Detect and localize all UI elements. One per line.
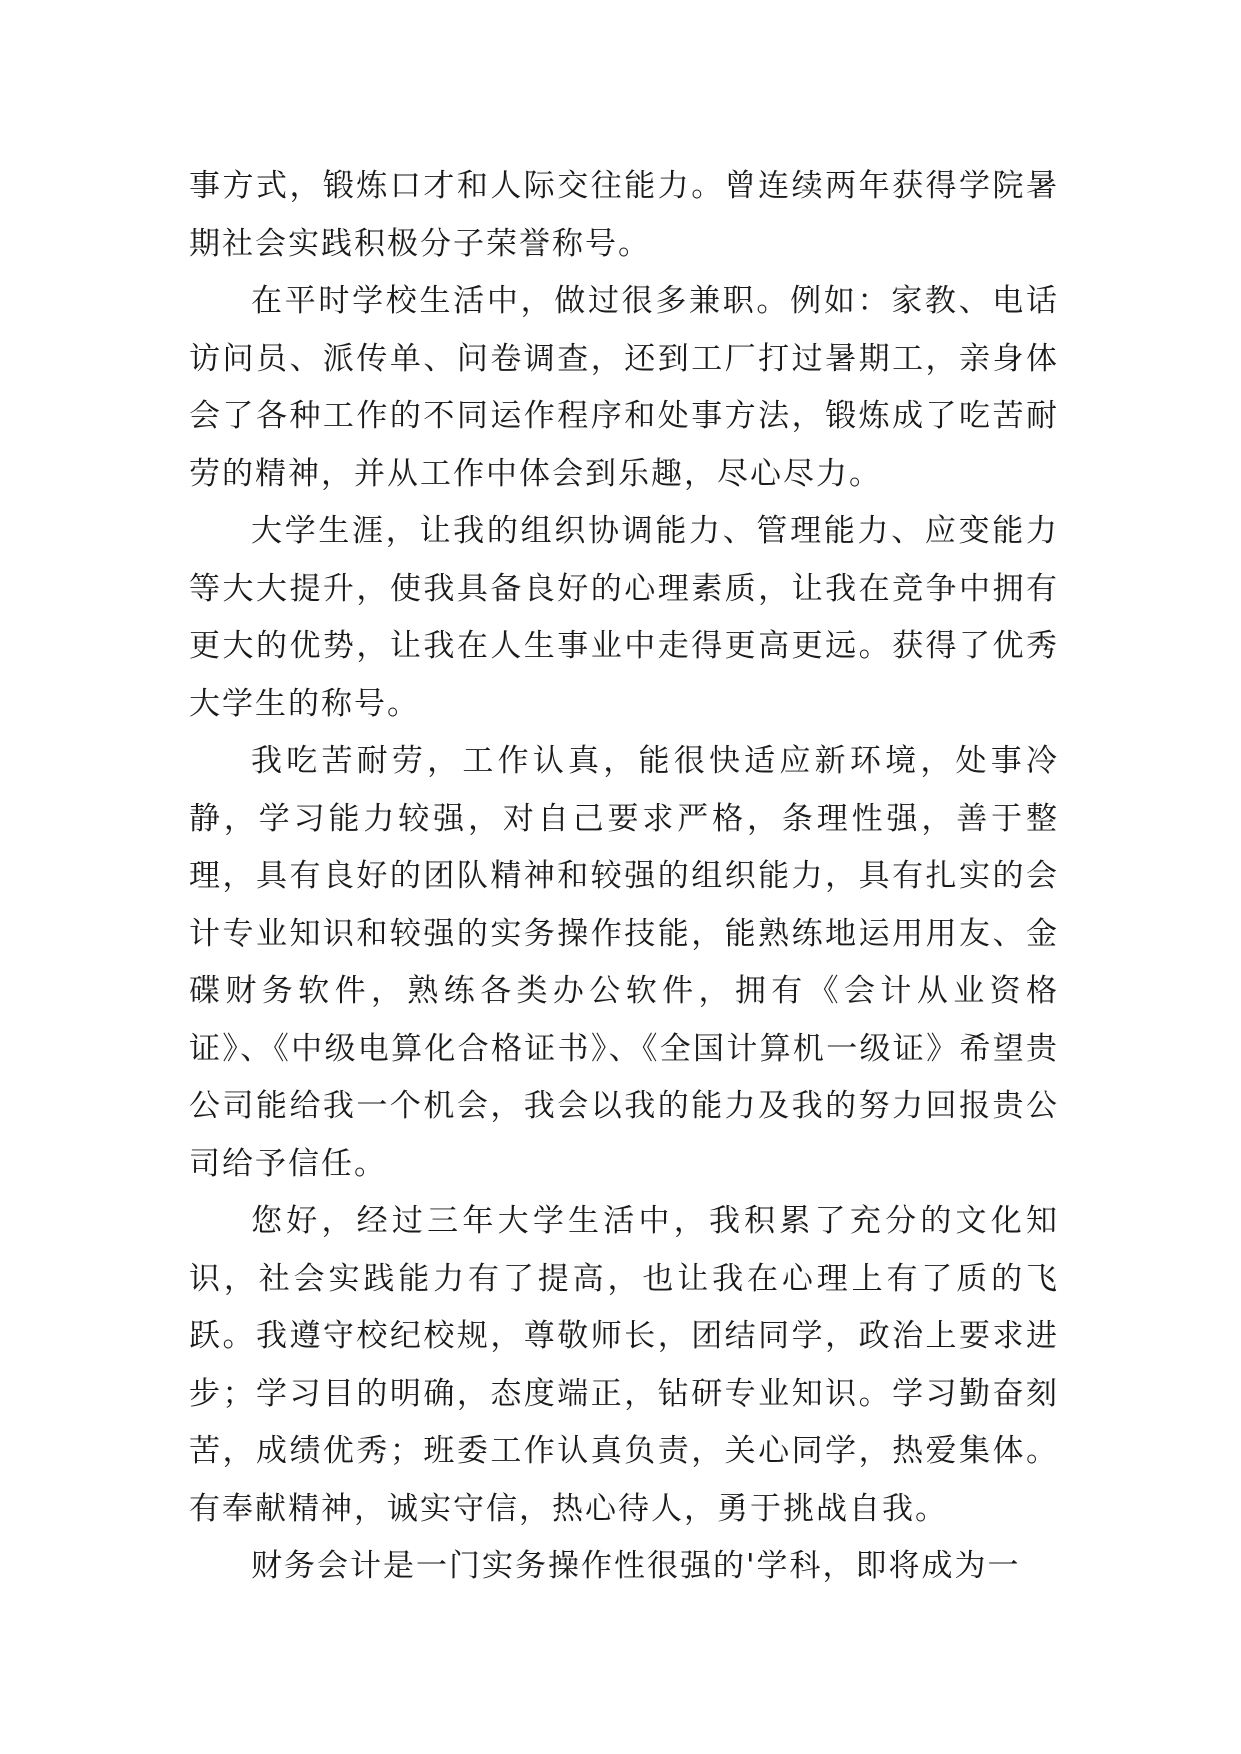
paragraph-4: 我吃苦耐劳，工作认真，能很快适应新环境，处事冷静，学习能力较强，对自己要求严格，条理性强，善于整理，具有良好的团队精神和较强的组织能力，具有扎实的会计专业知识和较强的实务操作技能，能熟练地运用用友、金碟财务软件，熟练各类办公软件，拥有《会计从业资格证》、《中级电算化合格证书》、《全国计算机一级证》希望贵公司能给我一个机会，我会以我的能力及我的努力回报贵公司给予信任。 [189,743,1059,1182]
body-text [189,158,1059,1596]
paragraph-1: 事方式，锻炼口才和人际交往能力。曾连续两年获得学院暑期社会实践积极分子荣誉称号。 [189,168,1059,262]
paragraph-2: 在平时学校生活中，做过很多兼职。例如：家教、电话访问员、派传单、问卷调查，还到工厂打过暑期工，亲身体会了各种工作的不同运作程序和处事方法，锻炼成了吃苦耐劳的精神，并从工作中体会到乐趣，尽心尽力。 [189,283,1059,492]
paragraph-5: 您好，经过三年大学生活中，我积累了充分的文化知识，社会实践能力有了提高，也让我在心理上有了质的飞跃。我遵守校纪校规，尊敬师长，团结同学，政治上要求进步；学习目的明确，态度端正，钻研专业知识。学习勤奋刻苦，成绩优秀；班委工作认真负责，关心同学，热爱集体。有奉献精神，诚实守信，热心待人，勇于挑战自我。 [189,1203,1059,1527]
paragraph-6: 财务会计是一门实务操作性很强的'学科，即将成为一 [251,1548,1021,1584]
paragraph-3: 大学生涯，让我的组织协调能力、管理能力、应变能力等大大提升，使我具备良好的心理素质，让我在竞争中拥有更大的优势，让我在人生事业中走得更高更远。获得了优秀大学生的称号。 [189,513,1059,722]
